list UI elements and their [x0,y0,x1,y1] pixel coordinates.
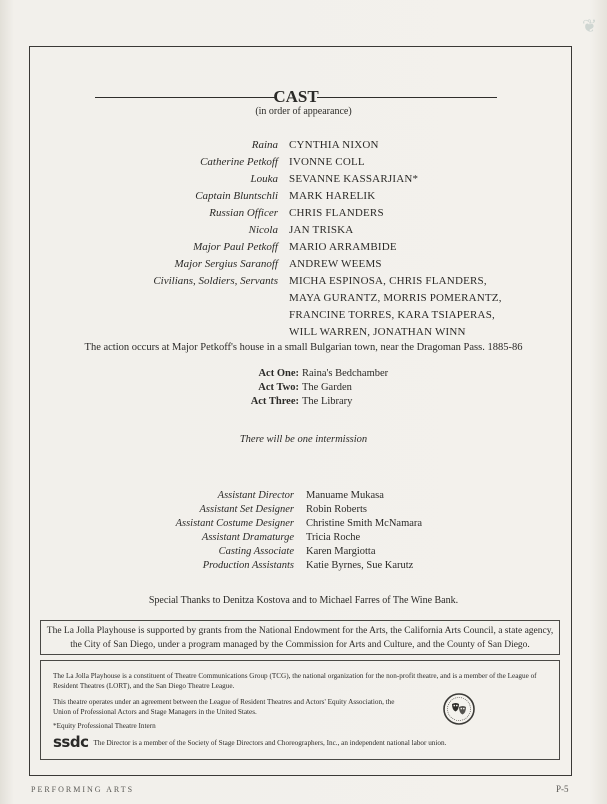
special-thanks: Special Thanks to Denitza Kostova and to Michael Farres of The Wine Bank. [148,595,459,606]
cast-actor: CYNTHIA NIXON [289,139,379,151]
cast-role: Raina [251,139,278,151]
cast-actor: ANDREW WEEMS [289,258,382,270]
cast-row [0,258,607,274]
heading-rule-right [317,97,497,98]
crew-role: Production Assistants [202,560,294,571]
cast-role: Major Sergius Saranoff [174,258,278,270]
footer-page-number: P-5 [556,784,569,794]
cast-actor: WILL WARREN, JONATHAN WINN [289,326,466,338]
footer-publication: PERFORMING ARTS [31,785,135,794]
cast-actor: MAYA GURANTZ, MORRIS POMERANTZ, [289,292,502,304]
cast-role: Catherine Petkoff [200,156,278,168]
crew-role: Assistant Set Designer [199,504,294,515]
cast-role: Captain Bluntschli [195,190,278,202]
act-label: Act Three: [250,396,299,407]
act-row [0,396,607,411]
crew-name: Katie Byrnes, Sue Karutz [306,560,414,571]
act-row [0,368,607,383]
crew-role: Assistant Director [217,490,294,501]
cast-row [0,275,607,291]
equity-note: This theatre operates under an agreement between the League of Resident Theatres and Actors' Equity Association, the Union of Professional Actors and Stage Managers in the United States. [53,698,395,716]
theatre-masks-icon [443,693,475,725]
act-place: Raina's Bedchamber [302,368,389,379]
corner-mark-icon: ❦ [582,16,598,36]
cast-row [0,224,607,240]
cast-row [0,139,607,155]
funding-notice: The La Jolla Playhouse is supported by grants from the National Endowment for the Arts, the California Arts Council, a state agency, the City of San Diego, under a program managed by the Commission for Arts and Culture, and the County of San Diego. [40,620,560,655]
crew-role: Assistant Dramaturge [201,532,294,543]
crew-role: Assistant Costume Designer [175,518,294,529]
cast-row [0,156,607,172]
cast-row [0,309,607,325]
cast-row [0,190,607,206]
cast-actor: MARIO ARRAMBIDE [289,241,397,253]
act-row [0,382,607,397]
cast-role: Major Paul Petkoff [193,241,278,253]
affiliations-box [40,660,560,760]
crew-name: Christine Smith McNamara [306,518,423,529]
crew-row [0,504,607,519]
crew-name: Karen Margiotta [306,546,376,557]
crew-role: Casting Associate [218,546,294,557]
cast-actor: IVONNE COLL [289,156,365,168]
cast-actor: MARK HARELIK [289,190,376,202]
act-label: Act One: [258,368,299,379]
act-place: The Garden [302,382,352,393]
cast-heading [95,87,497,107]
cast-role: Louka [250,173,278,185]
crew-row [0,532,607,547]
crew-name: Robin Roberts [306,504,367,515]
cast-row [0,173,607,189]
tcg-note: The La Jolla Playhouse is a constituent of Theatre Communications Group (TCG), the national organization for the non-profit theatre, and is a member of the League of Resident Theatres (LORT), and the San Diego Theatre League. [53,672,537,690]
cast-title: CAST [273,87,319,106]
cast-row [0,241,607,257]
crew-name: Tricia Roche [306,532,361,543]
intern-note: *Equity Professional Theatre Intern [53,722,156,730]
cast-actor: FRANCINE TORRES, KARA TSIAPERAS, [289,309,495,321]
cast-subtitle: (in order of appearance) [255,106,352,117]
ssdc-logo: ssdc [53,733,89,751]
ssdc-text: The Director is a member of the Society of Stage Directors and Choreographers, Inc., an independent national labor union. [93,739,447,747]
cast-actor: MICHA ESPINOSA, CHRIS FLANDERS, [289,275,487,287]
cast-role: Nicola [248,224,278,236]
act-label: Act Two: [258,382,299,393]
cast-actor: SEVANNE KASSARJIAN* [289,173,419,185]
setting-description: The action occurs at Major Petkoff's house in a small Bulgarian town, near the Dragoman Pass. 1885-86 [84,342,523,353]
cast-actor: JAN TRISKA [289,224,354,236]
cast-role: Civilians, Soldiers, Servants [153,275,278,287]
crew-row [0,560,607,575]
cast-actor: CHRIS FLANDERS [289,207,384,219]
act-place: The Library [302,396,353,407]
cast-row [0,326,607,342]
crew-row [0,490,607,505]
ssdc-line [53,733,446,751]
cast-row [0,207,607,223]
cast-row [0,292,607,308]
cast-role: Russian Officer [209,207,278,219]
crew-row [0,518,607,533]
crew-row [0,546,607,561]
intermission-note: There will be one intermission [239,434,368,445]
crew-name: Manuame Mukasa [306,490,384,501]
